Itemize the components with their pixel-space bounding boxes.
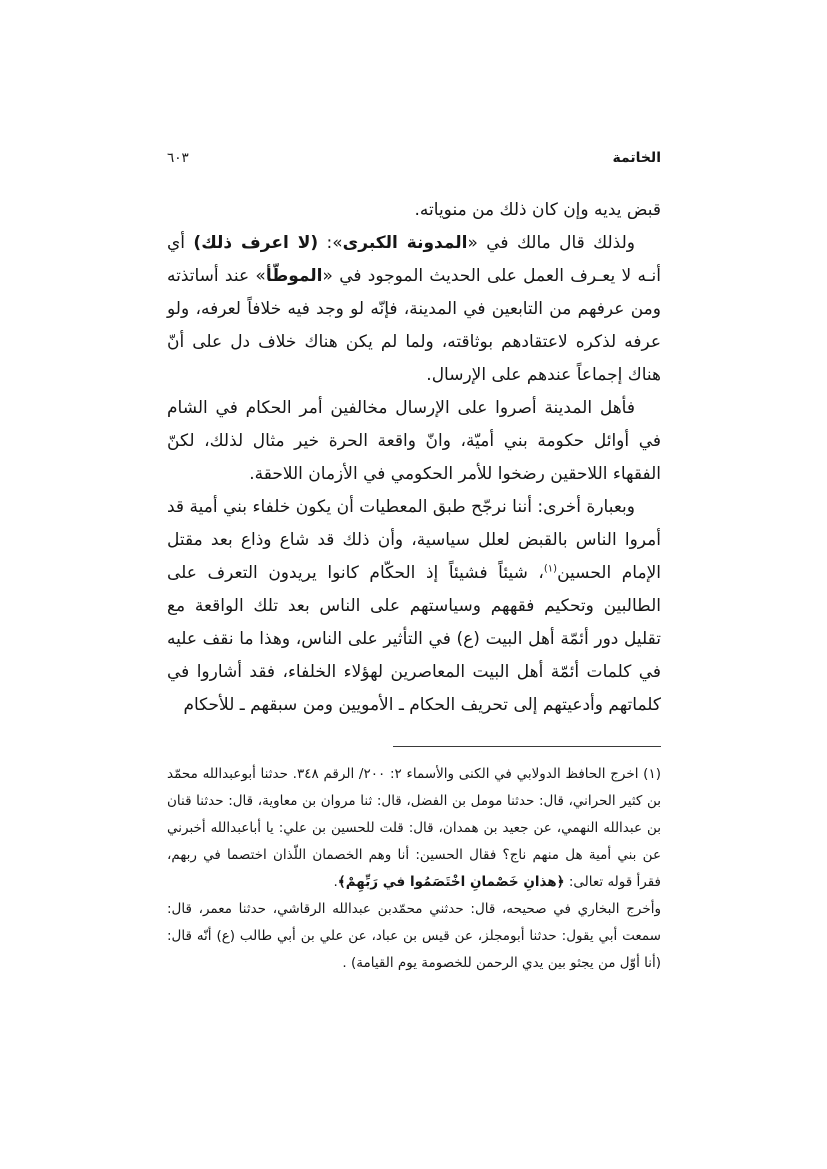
page-header [167,150,661,166]
book-title-emphasis: الموطّأ [265,266,323,286]
paragraph [167,491,661,722]
text-run: . [333,874,338,890]
quotation-emphasis: (لا اعرف ذلك) [193,233,319,253]
quran-verse: ﴿هذانِ خَصْمانِ اخْتَصَمُوا في رَبِّهِمْ﴾ [337,874,565,890]
paragraph: فأهل المدينة أصروا على الإرسال مخالفين أمر الحكام في الشام في أوائل حكومة بني أميّة، وانّ واقعة الحرة خير مثال لذلك، لكنّ الفقهاء اللاحقين رضخوا للأمر الحكومي في الأزمان اللاحقة. [167,398,661,484]
footnote-marker: (١) [543,563,558,575]
text-run: (١) اخرج الحافظ الدولابي في الكنى والأسماء ٢: ٢٠٠/ الرقم ٣٤٨. حدثنا أبوعبدالله محمّد بن كثير الحراني، قال: حدثنا مومل بن الفضل، قال: ثنا مروان بن معاوية، قال: حدثنا قنان بن عبدالله النهمي، عن جعيد بن همدان، قال: قلت للحسين بن علي: يا أباعبدالله أخبرني عن بني أمية هل منهم ناج؟ فقال الحسين: أنا وهم الخصمان اللّذان اختصما في ربهم، فقرأ قوله تعالى: [167,766,661,890]
book-title-emphasis: المدونة الكبرى [342,233,468,253]
footnotes-section [167,761,661,977]
body-text [167,194,661,722]
page-content [167,150,661,977]
text-run: ولذلك قال مالك في « [467,233,635,253]
text-run: » عند أساتذته ومن عرفهم من التابعين في المدينة، فإنّه لو وجد فيه خلافاً لعرفه، ولو عرفه لذكره لاعتقادهم بوثاقته، ولما لم يكن هناك خلاف دل على أنّ هناك إجماعاً عندهم على الإرسال. [167,266,661,385]
paragraph: قبض يديه وإن كان ذلك من منوياته. [414,200,661,220]
footnote-separator [393,746,661,747]
text-run: ، شيئاً فشيئاً إذ الحكّام كانوا يريدون التعرف على الطالبين وتحكيم فقههم وسياستهم على الناس بعد تلك الواقعة مع تقليل دور أئمّة أهل البيت (ع) في التأثير على الناس، وهذا ما نقف عليه في كلمات أئمّة أهل البيت المعاصرين لهؤلاء الخلفاء، فقد أشاروا في كلماتهم وأدعيتهم إلى تحريف الحكام ـ الأمويين ومن سبقهم ـ للأحكام [167,563,661,715]
text-run: وبعبارة أخرى: أننا نرجّح طبق المعطيات أن يكون خلفاء بني أمية قد أمروا الناس بالقبض لعلل سياسية، وأن ذلك قد شاع وذاع بعد مقتل الإمام الحسين [167,497,661,583]
paragraph [167,227,661,392]
footnote [167,761,661,896]
chapter-title: الخاتمة [612,150,661,166]
footnote: وأخرج البخاري في صحيحه، قال: حدثني محمّدبن عبدالله الرقاشي، حدثنا معمر، قال: سمعت أبي يقول: حدثنا أبومجلز، عن قيس بن عباد، عن علي بن أبي طالب (ع) أنّه قال: (أنا أوّل من يجثو بين يدي الرحمن للخصومة يوم القيامة) . [167,901,661,971]
text-run: أي أنـه لا يعـرف العمل على الحديث الموجود في « [167,233,661,286]
page-number: ٦٠٣ [167,150,189,166]
text-run: »: [318,233,343,253]
